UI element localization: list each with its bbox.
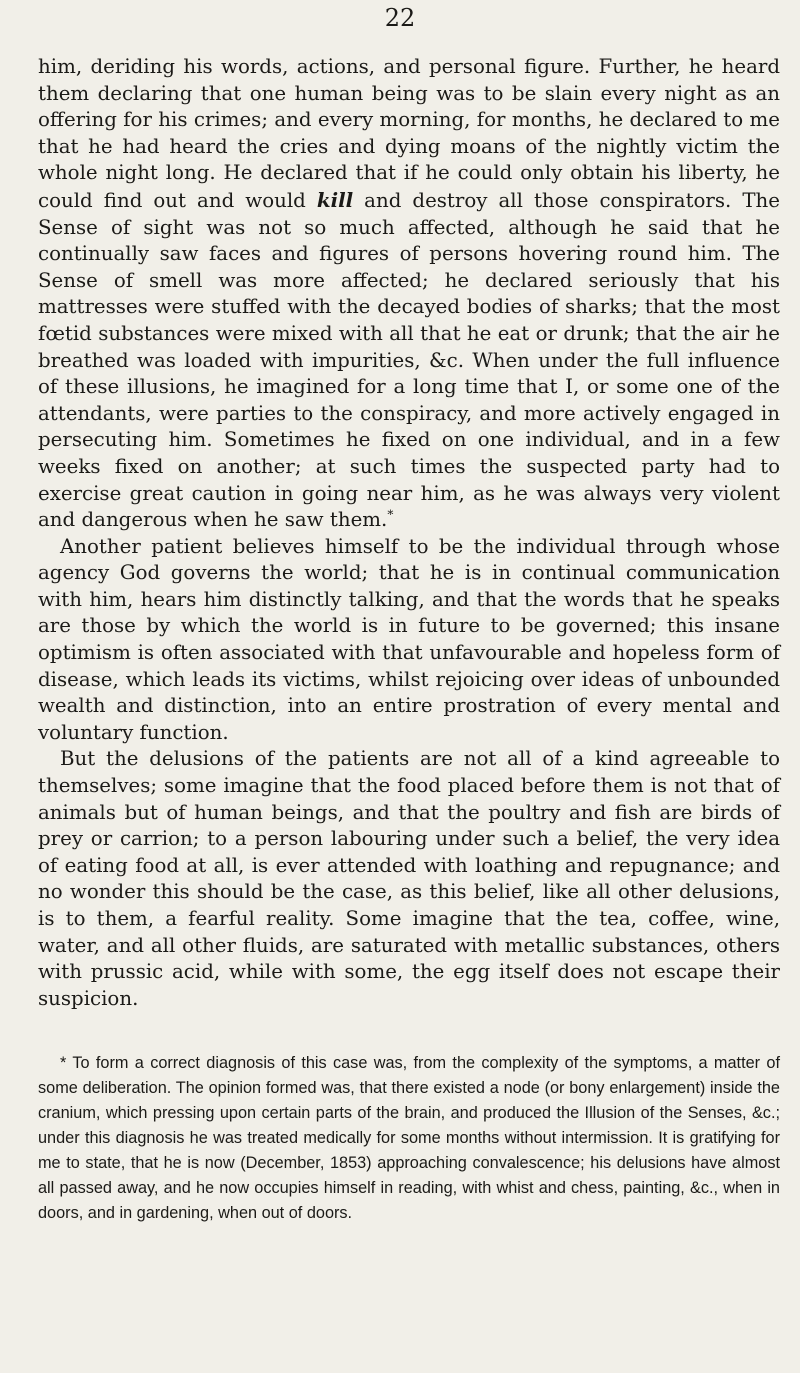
- footnote: * To form a correct diagnosis of this case was, from the complexity of the symptoms, a matter of some deliberation. The opinion formed was, that there existed a node (or bony enlargement) inside the cranium, which pressing upon certain parts of the brain, and produced the Illusion of the Senses, &c.; under this diagnosis he was treated medically for some months without intermission. It is gratifying for me to state, that he is now (December, 1853) approaching convalescence; his delusions have almost all passed away, and he now occupies himself in reading, with whist and chess, painting, &c., when in doors, and in gardening, when out of doors.: [38, 1054, 780, 1222]
- paragraph-another-patient: Another patient believes himself to be the individual through whose agency God governs the world; that he is in continual communication with him, hears him distinctly talking, and that the words that he speaks are those by which the world is in future to be governed; this insane optimism is often associated with that unfavourable and hopeless form of disease, which leads its victims, whilst rejoicing over ideas of unbounded wealth and distinction, into an entire prostration of every mental and voluntary function.: [38, 534, 780, 744]
- paragraph-text-before-emphasis: him, deriding his words, actions, and personal figure. Further, he heard them declaring that one human being was to be slain every night as an offering for his crimes; and every morning, for months, he declared to me that he had heard the cries and dying moans of the nightly victim the whole night long. He declared that if he could only obtain his liberty, he could find out and would: [38, 55, 780, 212]
- paragraph-text-after-emphasis: and destroy all those conspirators. The Sense of sight was not so much affected, although he said that he continually saw faces and figures of persons hovering round him. The Sense of smell was more affected; he declared seriously that his mattresses were stuffed with the decayed bodies of sharks; that the most fœtid substances were mixed with all that he eat or drunk; that the air he breathed was loaded with impurities, &c. When under the full influence of these illusions, he imagined for a long time that I, or some one of the attendants, were parties to the conspiracy, and more actively engaged in persecuting him. Sometimes he fixed on one individual, and in a few weeks fixed on another; at such times the suspected party had to exercise great caution in going near him, as he was always very violent and dangerous when he saw them.: [38, 188, 780, 532]
- paragraph-delusions: But the delusions of the patients are not all of a kind agreeable to themselves; some imagine that the food placed before them is not that of animals but of human beings, and that the poultry and fish are birds of prey or carrion; to a person labouring under such a belief, the very idea of eating food at all, is ever attended with loathing and repugnance; and no wonder this should be the case, as this belief, like all other delusions, is to them, a fearful reality. Some imagine that the tea, coffee, wine, water, and all other fluids, are saturated with metallic substances, others with prussic acid, while with some, the egg itself does not escape their suspicion.: [38, 747, 780, 1010]
- page-number: 22: [384, 4, 416, 32]
- paragraph-continuation: [38, 54, 780, 534]
- footnote-reference-marker[interactable]: *: [387, 507, 394, 522]
- body-text: [38, 54, 780, 1012]
- emphasized-word-kill: kill: [316, 187, 354, 212]
